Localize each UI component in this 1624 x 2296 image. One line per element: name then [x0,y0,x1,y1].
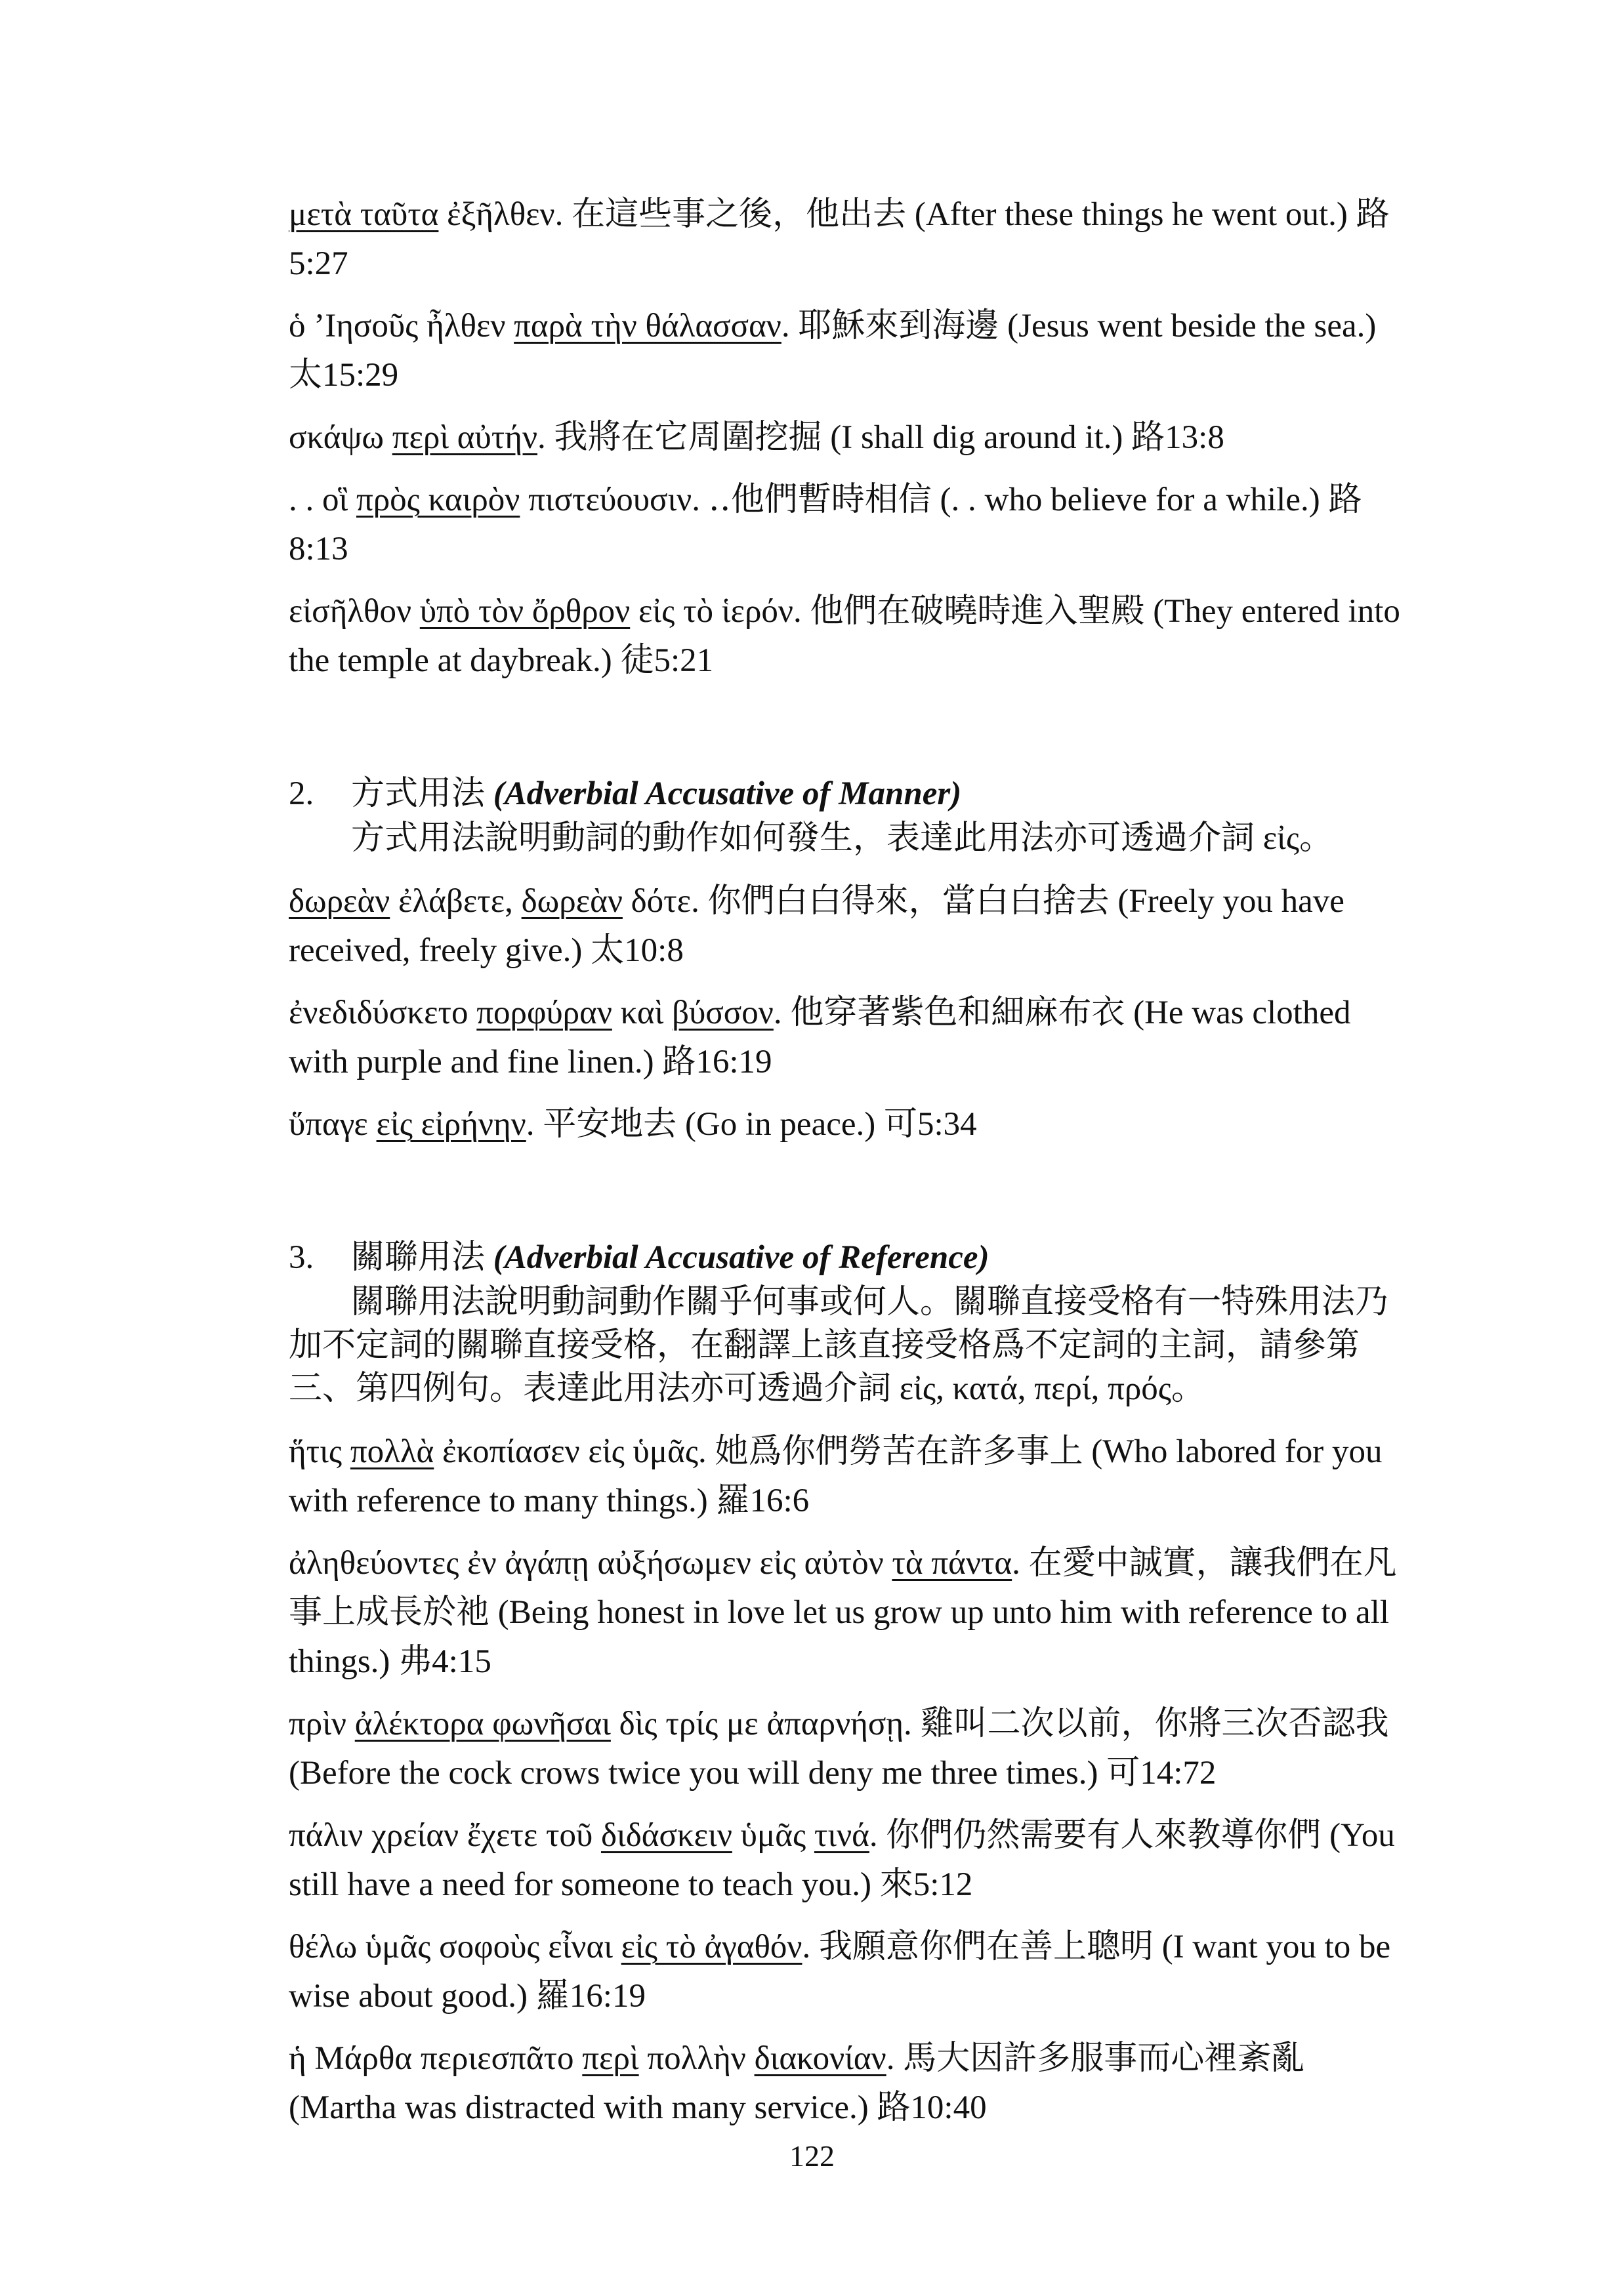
section-3-intro: 關聯用法說明動詞動作關乎何事或何人。關聯直接受格有一特殊用法乃加不定詞的關聯直接受格，在翻譯上該直接受格爲不定詞的主詞，請參第三、第四例句。表達此用法亦可透過介詞 εἰς, κατά, περί, πρός。 [289,1284,1389,1407]
underlined-phrase: περὶ [582,2040,639,2077]
underlined-phrase: διδάσκειν [600,1817,732,1854]
section-gap [289,1162,1417,1235]
sentence-text: σκάψω [289,419,392,456]
sentence-text: ἀληθεύοντες ἐν ἀγάπῃ αὐξήσωμεν εἰς αὐτὸν [289,1545,892,1582]
sentence-text: ἐκοπίασεν εἰς ὑμᾶς. 她爲你們勞苦在許多事上 (Who labored for you with reference to many things.) 羅16:6 [289,1433,1383,1519]
sentence-text: πάλιν χρείαν ἔχετε τοῦ [289,1817,601,1854]
section-3-examples [289,1427,1417,2133]
underlined-phrase: διακονίαν [754,2040,886,2077]
sentence-text: δότε. 你們白白得來，當白白捨去 (Freely you have received, freely give.) 太10:8 [289,883,1344,969]
underlined-phrase: δωρεὰν [289,883,390,920]
underlined-phrase: δωρεὰν [521,883,623,920]
example-sentence [289,476,1417,574]
page-number: 122 [789,2139,835,2173]
underlined-phrase: τινά [814,1817,869,1854]
example-sentence [289,413,1417,462]
section-number: 3. [289,1239,314,1276]
sentence-text: . 平安地去 (Go in peace.) 可5:34 [526,1106,977,1143]
sentence-text: . 你們仍然需要有人來教導你們 (You still have a need for someone to teach you.) 來5:12 [289,1817,1395,1903]
example-sentence [289,1539,1417,1687]
sentence-text: . 我將在它周圍挖掘 (I shall dig around it.) 路13:8 [537,419,1224,456]
underlined-phrase: βύσσον [672,994,774,1031]
example-sentence [289,190,1417,289]
sentence-text: εἰς τὸ ἱερόν. 他們在破曉時進入聖殿 (They entered into the temple at daybreak.) 徒5:21 [289,593,1400,679]
sentence-text: . 我願意你們在善上聰明 (I want you to be wise about good.) 羅16:19 [289,1929,1391,2015]
underlined-phrase: ἀλέκτορα φωνῆσαι [354,1706,611,1742]
underlined-phrase: πορφύραν [476,994,612,1031]
section-2-heading [289,771,1417,817]
sentence-text: ἐξῆλθεν. 在這些事之後，他出去 (After these things he went out.) 路5:27 [289,196,1390,282]
section-3-heading [289,1235,1417,1281]
sentence-text: ὑμᾶς [732,1817,814,1854]
sentence-text: ἐλάβετε, [390,883,522,920]
underlined-phrase: μετὰ ταῦτα [289,196,439,233]
sentence-text: ἡ Μάρθα περιεσπᾶτο [289,2040,583,2077]
sentence-text: δὶς τρίς με ἀπαρνήσῃ. 雞叫二次以前，你將三次否認我 (Before the cock crows twice you will deny me three times.) 可14:72 [289,1706,1389,1792]
underlined-phrase: εἰς εἰρήνην [376,1106,526,1143]
example-sentence [289,1811,1417,1910]
underlined-phrase: τὰ πάντα [892,1545,1012,1582]
example-sentence [289,1427,1417,1526]
section-2-intro: 方式用法說明動詞的動作如何發生，表達此用法亦可透過介詞 εἰς。 [351,820,1333,857]
underlined-phrase: περὶ αὐτήν [392,419,538,456]
sentence-text: πολλὴν [638,2040,755,2077]
example-sentence [289,1923,1417,2021]
section-2-examples [289,877,1417,1149]
section-1-examples [289,190,1417,686]
sentence-text: πιστεύουσιν. ‥他們暫時相信 (. . who believe for a while.) 路8:13 [289,482,1362,567]
section-number: 2. [289,775,314,812]
section-title-en: (Adverbial Accusative of Manner) [493,775,962,812]
sentence-text: . 在愛中誠實，讓我們在凡事上成長於祂 (Being honest in love let us grow up unto him with reference to all things.) 弗4:15 [289,1545,1397,1680]
underlined-phrase: ὑπὸ τὸν ὄρθρον [419,593,631,630]
sentence-text: . 耶穌來到海邊 (Jesus went beside the sea.) 太15:29 [289,308,1377,394]
underlined-phrase: εἰς τὸ ἀγαθόν [621,1929,802,1965]
underlined-phrase: πρὸς καιρὸν [356,482,520,518]
underlined-phrase: παρὰ τὴν θάλασσαν [514,308,781,344]
example-sentence [289,2034,1417,2133]
sentence-text: ἥτις [289,1433,350,1470]
section-title-en: (Adverbial Accusative of Reference) [493,1239,989,1276]
sentence-text: . 他穿著紫色和細麻布衣 (He was clothed with purple and fine linen.) 路16:19 [289,994,1351,1080]
example-sentence [289,989,1417,1087]
example-sentence [289,1100,1417,1149]
sentence-text: ἐνεδιδύσκετο [289,994,477,1031]
section-gap [289,699,1417,771]
sentence-text: . 馬大因許多服事而心裡紊亂 (Martha was distracted with many service.) 路10:40 [289,2040,1305,2126]
document-page [289,190,1417,2146]
sentence-text: ὁ ’Ιησοῦς ἦλθεν [289,308,514,344]
sentence-text: . . οἳ [289,482,356,518]
section-title-zh: 方式用法 [351,775,486,812]
example-sentence [289,877,1417,975]
sentence-text: καὶ [612,994,673,1031]
example-sentence [289,587,1417,686]
sentence-text: εἰσῆλθον [289,593,420,630]
section-title-zh: 關聯用法 [351,1239,486,1276]
example-sentence [289,302,1417,400]
sentence-text: ὕπαγε [289,1106,377,1143]
sentence-text: θέλω ὑμᾶς σοφοὺς εἶναι [289,1929,621,1965]
underlined-phrase: πολλὰ [350,1433,434,1470]
sentence-text: πρὶν [289,1706,355,1742]
example-sentence [289,1700,1417,1798]
